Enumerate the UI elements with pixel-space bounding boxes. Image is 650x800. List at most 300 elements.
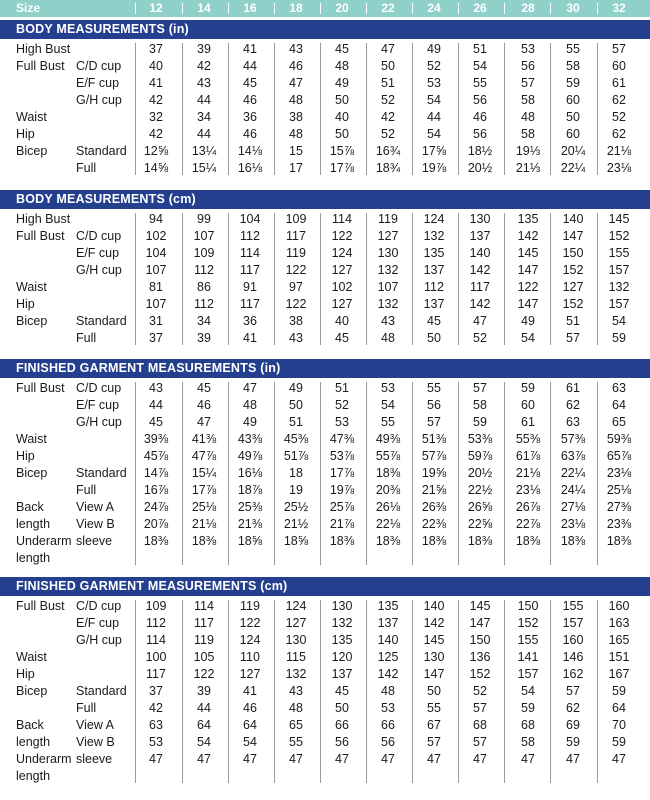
table-cell: 18⅜ xyxy=(375,466,401,480)
table-row xyxy=(0,228,650,245)
table-cell: 155 xyxy=(608,246,630,260)
table-cell: 162 xyxy=(562,667,584,681)
row-sublabel: View A xyxy=(76,718,114,732)
table-cell: 68 xyxy=(521,718,535,732)
table-cell: 64 xyxy=(612,398,626,412)
table-cell: 17⅞ xyxy=(329,466,355,480)
table-cell: 18⅝ xyxy=(283,534,309,548)
row-sublabel: G/H cup xyxy=(76,415,122,429)
table-cell: 157 xyxy=(608,263,630,277)
table-cell: 140 xyxy=(562,212,584,226)
table-cell: 20⅜ xyxy=(375,483,401,497)
table-row xyxy=(0,279,650,296)
size-column-18: 18 xyxy=(289,1,303,15)
table-cell: 47 xyxy=(289,76,303,90)
table-cell: 107 xyxy=(145,263,167,277)
table-cell: 57 xyxy=(473,381,487,395)
table-cell: 40 xyxy=(149,59,163,73)
row-label: Full Bust xyxy=(16,381,65,395)
table-row xyxy=(0,330,650,347)
table-cell: 42 xyxy=(381,110,395,124)
table-cell: 45 xyxy=(427,314,441,328)
table-row xyxy=(0,482,650,499)
row-sublabel: View B xyxy=(76,517,115,531)
table-cell: 56 xyxy=(427,398,441,412)
table-cell: 18⅜ xyxy=(467,534,493,548)
table-cell: 109 xyxy=(285,212,307,226)
table-cell: 68 xyxy=(473,718,487,732)
table-cell: 122 xyxy=(285,297,307,311)
table-cell: 18⅜ xyxy=(606,534,632,548)
table-cell: 124 xyxy=(331,246,353,260)
table-row xyxy=(0,768,650,785)
table-cell: 44 xyxy=(149,398,163,412)
table-cell: 51 xyxy=(381,76,395,90)
table-cell: 39⅜ xyxy=(143,432,169,446)
column-divider xyxy=(550,3,551,14)
table-row xyxy=(0,262,650,279)
table-cell: 127 xyxy=(285,616,307,630)
table-cell: 16⅞ xyxy=(143,483,169,497)
table-cell: 58 xyxy=(566,59,580,73)
table-cell: 22⅝ xyxy=(467,517,493,531)
table-cell: 31 xyxy=(149,314,163,328)
table-cell: 50 xyxy=(427,331,441,345)
table-cell: 59 xyxy=(566,76,580,90)
table-cell: 130 xyxy=(285,633,307,647)
table-cell: 57 xyxy=(473,701,487,715)
table-cell: 52 xyxy=(427,59,441,73)
table-cell: 155 xyxy=(517,633,539,647)
table-cell: 55⅞ xyxy=(375,449,401,463)
table-cell: 17 xyxy=(289,161,303,175)
table-cell: 132 xyxy=(423,229,445,243)
table-cell: 18 xyxy=(289,466,303,480)
table-cell: 109 xyxy=(145,599,167,613)
table-cell: 124 xyxy=(423,212,445,226)
table-cell: 46 xyxy=(289,59,303,73)
table-cell: 20½ xyxy=(467,161,493,175)
table-cell: 26⅛ xyxy=(375,500,401,514)
table-cell: 18⅜ xyxy=(421,534,447,548)
table-cell: 102 xyxy=(331,280,353,294)
table-cell: 57 xyxy=(566,684,580,698)
table-cell: 64 xyxy=(612,701,626,715)
table-cell: 42 xyxy=(149,701,163,715)
table-cell: 157 xyxy=(562,616,584,630)
table-cell: 122 xyxy=(285,263,307,277)
table-cell: 34 xyxy=(197,110,211,124)
table-row xyxy=(0,245,650,262)
row-label: Hip xyxy=(16,667,35,681)
table-cell: 37 xyxy=(149,331,163,345)
table-cell: 22⅛ xyxy=(375,517,401,531)
table-row xyxy=(0,58,650,75)
table-cell: 45 xyxy=(335,331,349,345)
table-cell: 43⅜ xyxy=(237,432,263,446)
table-cell: 50 xyxy=(335,127,349,141)
table-cell: 61 xyxy=(521,415,535,429)
row-sublabel: C/D cup xyxy=(76,59,122,73)
table-row xyxy=(0,431,650,448)
table-cell: 147 xyxy=(423,667,445,681)
table-cell: 136 xyxy=(469,650,491,664)
table-cell: 21⅛ xyxy=(191,517,217,531)
table-cell: 55⅜ xyxy=(515,432,541,446)
table-cell: 40 xyxy=(335,110,349,124)
table-cell: 51⅜ xyxy=(421,432,447,446)
table-cell: 127 xyxy=(377,229,399,243)
table-cell: 152 xyxy=(562,263,584,277)
table-cell: 41 xyxy=(243,684,257,698)
table-cell: 125 xyxy=(377,650,399,664)
table-cell: 63 xyxy=(566,415,580,429)
table-cell: 49 xyxy=(289,381,303,395)
table-cell: 38 xyxy=(289,110,303,124)
table-cell: 23⅛ xyxy=(515,483,541,497)
table-cell: 124 xyxy=(285,599,307,613)
table-cell: 42 xyxy=(149,93,163,107)
table-cell: 53 xyxy=(427,76,441,90)
table-cell: 145 xyxy=(423,633,445,647)
table-cell: 22¼ xyxy=(560,466,586,480)
row-sublabel: Full xyxy=(76,483,97,497)
table-cell: 53⅜ xyxy=(467,432,493,446)
table-cell: 59⅜ xyxy=(606,432,632,446)
table-cell: 58 xyxy=(473,398,487,412)
table-cell: 47 xyxy=(473,314,487,328)
table-cell: 25⅛ xyxy=(191,500,217,514)
table-cell: 99 xyxy=(197,212,211,226)
table-cell: 66 xyxy=(335,718,349,732)
table-cell: 48 xyxy=(335,59,349,73)
table-cell: 63⅞ xyxy=(560,449,586,463)
table-row xyxy=(0,414,650,431)
table-cell: 50 xyxy=(381,59,395,73)
table-cell: 46 xyxy=(243,93,257,107)
table-cell: 25⅜ xyxy=(237,500,263,514)
row-sublabel: sleeve xyxy=(76,534,113,548)
table-cell: 132 xyxy=(285,667,307,681)
table-cell: 119 xyxy=(286,246,306,260)
table-cell: 132 xyxy=(377,297,399,311)
table-cell: 145 xyxy=(517,246,539,260)
table-cell: 44 xyxy=(243,59,257,73)
table-cell: 117 xyxy=(194,616,214,630)
row-sublabel: Standard xyxy=(76,314,127,328)
table-cell: 140 xyxy=(469,246,491,260)
table-cell: 64 xyxy=(243,718,257,732)
table-cell: 47 xyxy=(243,381,257,395)
table-cell: 18⅞ xyxy=(237,483,263,497)
table-cell: 122 xyxy=(517,280,539,294)
table-cell: 55 xyxy=(427,701,441,715)
table-cell: 26⅜ xyxy=(421,500,447,514)
table-cell: 152 xyxy=(517,616,539,630)
table-cell: 36 xyxy=(243,110,257,124)
table-cell: 54 xyxy=(197,735,211,749)
table-cell: 51 xyxy=(473,42,487,56)
table-cell: 43 xyxy=(289,331,303,345)
table-cell: 109 xyxy=(193,246,215,260)
table-cell: 140 xyxy=(423,599,445,613)
table-cell: 39 xyxy=(197,331,211,345)
table-cell: 135 xyxy=(331,633,353,647)
table-cell: 47 xyxy=(521,752,535,766)
table-cell: 51 xyxy=(566,314,580,328)
table-cell: 114 xyxy=(332,212,352,226)
table-cell: 14⅞ xyxy=(143,466,169,480)
table-cell: 54 xyxy=(521,684,535,698)
table-cell: 38 xyxy=(289,314,303,328)
table-cell: 37 xyxy=(149,684,163,698)
table-cell: 52 xyxy=(473,331,487,345)
table-cell: 130 xyxy=(469,212,491,226)
column-divider xyxy=(274,3,275,14)
table-cell: 52 xyxy=(381,93,395,107)
row-label: length xyxy=(16,517,51,531)
table-cell: 145 xyxy=(608,212,630,226)
table-cell: 17⅝ xyxy=(421,144,447,158)
table-cell: 147 xyxy=(469,616,491,630)
column-divider xyxy=(412,3,413,14)
table-cell: 112 xyxy=(240,229,260,243)
table-cell: 104 xyxy=(145,246,167,260)
table-row xyxy=(0,126,650,143)
section-header xyxy=(0,190,650,209)
table-cell: 36 xyxy=(243,314,257,328)
table-cell: 16⅛ xyxy=(237,466,263,480)
table-cell: 135 xyxy=(377,599,399,613)
table-cell: 45⅞ xyxy=(143,449,169,463)
table-cell: 44 xyxy=(197,93,211,107)
table-cell: 18¾ xyxy=(375,161,401,175)
table-cell: 112 xyxy=(194,297,214,311)
table-row xyxy=(0,632,650,649)
column-divider xyxy=(458,3,459,14)
table-cell: 54 xyxy=(427,93,441,107)
table-cell: 43 xyxy=(289,684,303,698)
table-cell: 45 xyxy=(335,42,349,56)
table-cell: 67 xyxy=(427,718,441,732)
table-cell: 119 xyxy=(378,212,398,226)
row-sublabel: Standard xyxy=(76,144,127,158)
table-cell: 25⅛ xyxy=(606,483,632,497)
table-cell: 15¼ xyxy=(191,466,217,480)
table-cell: 135 xyxy=(423,246,445,260)
row-label: Waist xyxy=(16,432,47,446)
table-cell: 61⅞ xyxy=(515,449,541,463)
table-cell: 26⅝ xyxy=(467,500,493,514)
table-cell: 122 xyxy=(193,667,215,681)
size-column-32: 32 xyxy=(612,1,626,15)
table-cell: 127 xyxy=(331,263,353,277)
table-cell: 46 xyxy=(243,127,257,141)
table-cell: 107 xyxy=(145,297,167,311)
table-row xyxy=(0,380,650,397)
row-sublabel: G/H cup xyxy=(76,93,122,107)
table-row xyxy=(0,516,650,533)
table-cell: 18⅜ xyxy=(375,534,401,548)
table-cell: 86 xyxy=(197,280,211,294)
table-cell: 119 xyxy=(194,633,214,647)
table-cell: 127 xyxy=(239,667,261,681)
table-cell: 49⅞ xyxy=(237,449,263,463)
table-cell: 55 xyxy=(381,415,395,429)
table-cell: 54 xyxy=(427,127,441,141)
section-title: BODY MEASUREMENTS (cm) xyxy=(16,192,196,206)
table-cell: 59 xyxy=(612,684,626,698)
table-cell: 56 xyxy=(473,93,487,107)
table-cell: 66 xyxy=(381,718,395,732)
section-title: FINISHED GARMENT MEASUREMENTS (in) xyxy=(16,361,281,375)
table-row xyxy=(0,615,650,632)
row-sublabel: View B xyxy=(76,735,115,749)
row-label: length xyxy=(16,769,51,783)
table-cell: 59 xyxy=(612,331,626,345)
table-cell: 39 xyxy=(197,684,211,698)
row-sublabel: E/F cup xyxy=(76,398,120,412)
table-cell: 112 xyxy=(194,263,214,277)
table-cell: 117 xyxy=(146,667,166,681)
table-cell: 14⅛ xyxy=(237,144,263,158)
table-cell: 64 xyxy=(197,718,211,732)
row-label: Back xyxy=(16,718,44,732)
table-cell: 18⅜ xyxy=(515,534,541,548)
table-row xyxy=(0,666,650,683)
table-cell: 150 xyxy=(469,633,491,647)
section-header xyxy=(0,20,650,39)
table-cell: 53⅞ xyxy=(329,449,355,463)
table-cell: 47 xyxy=(149,752,163,766)
table-cell: 18⅜ xyxy=(560,534,586,548)
table-cell: 59 xyxy=(521,381,535,395)
table-cell: 55 xyxy=(473,76,487,90)
table-cell: 44 xyxy=(427,110,441,124)
table-cell: 15 xyxy=(289,144,303,158)
row-sublabel: Full xyxy=(76,701,97,715)
table-cell: 13¼ xyxy=(191,144,217,158)
table-cell: 32 xyxy=(149,110,163,124)
table-row xyxy=(0,211,650,228)
table-cell: 120 xyxy=(331,650,353,664)
table-cell: 117 xyxy=(286,229,306,243)
row-label: High Bust xyxy=(16,212,71,226)
table-cell: 49 xyxy=(427,42,441,56)
table-cell: 137 xyxy=(469,229,491,243)
row-sublabel: Full xyxy=(76,161,97,175)
table-row xyxy=(0,448,650,465)
table-cell: 94 xyxy=(149,212,163,226)
table-cell: 55 xyxy=(289,735,303,749)
table-row xyxy=(0,533,650,550)
table-cell: 56 xyxy=(473,127,487,141)
table-cell: 97 xyxy=(289,280,303,294)
table-cell: 157 xyxy=(517,667,539,681)
row-sublabel: C/D cup xyxy=(76,599,122,613)
table-cell: 56 xyxy=(381,735,395,749)
column-divider xyxy=(366,3,367,14)
table-cell: 22¼ xyxy=(560,161,586,175)
column-divider xyxy=(504,3,505,14)
table-cell: 50 xyxy=(335,93,349,107)
table-cell: 21⅝ xyxy=(421,483,447,497)
table-row xyxy=(0,109,650,126)
table-cell: 48 xyxy=(381,331,395,345)
table-cell: 21⅛ xyxy=(515,466,541,480)
table-cell: 47 xyxy=(566,752,580,766)
table-cell: 150 xyxy=(517,599,539,613)
table-cell: 165 xyxy=(608,633,630,647)
table-cell: 25½ xyxy=(283,500,309,514)
table-cell: 102 xyxy=(145,229,167,243)
table-cell: 58 xyxy=(521,93,535,107)
table-cell: 55 xyxy=(427,381,441,395)
table-cell: 56 xyxy=(521,59,535,73)
size-column-30: 30 xyxy=(566,1,580,15)
table-cell: 60 xyxy=(612,59,626,73)
section-title: BODY MEASUREMENTS (in) xyxy=(16,22,189,36)
table-cell: 46 xyxy=(473,110,487,124)
table-cell: 47 xyxy=(381,752,395,766)
row-label: Bicep xyxy=(16,144,48,158)
table-cell: 114 xyxy=(240,246,260,260)
table-cell: 47 xyxy=(197,752,211,766)
table-cell: 119 xyxy=(240,599,260,613)
table-cell: 59⅞ xyxy=(467,449,493,463)
table-cell: 17⅞ xyxy=(191,483,217,497)
size-column-12: 12 xyxy=(149,1,163,15)
size-column-26: 26 xyxy=(473,1,487,15)
table-cell: 117 xyxy=(470,280,490,294)
table-cell: 18½ xyxy=(467,144,493,158)
table-cell: 135 xyxy=(517,212,539,226)
table-cell: 23⅜ xyxy=(606,517,632,531)
table-cell: 19⅓ xyxy=(515,144,541,158)
table-cell: 48 xyxy=(521,110,535,124)
table-cell: 18⅝ xyxy=(237,534,263,548)
table-cell: 24⅞ xyxy=(143,500,169,514)
table-cell: 58 xyxy=(521,127,535,141)
table-cell: 24¼ xyxy=(560,483,586,497)
row-sublabel: Full xyxy=(76,331,97,345)
table-cell: 160 xyxy=(562,633,584,647)
row-sublabel: G/H cup xyxy=(76,263,122,277)
table-cell: 60 xyxy=(566,127,580,141)
table-cell: 100 xyxy=(145,650,167,664)
table-cell: 25⅞ xyxy=(329,500,355,514)
table-cell: 130 xyxy=(423,650,445,664)
table-cell: 151 xyxy=(608,650,630,664)
table-cell: 59 xyxy=(566,735,580,749)
section-header xyxy=(0,577,650,596)
row-sublabel: Standard xyxy=(76,684,127,698)
table-row xyxy=(0,683,650,700)
table-cell: 63 xyxy=(149,718,163,732)
table-cell: 51⅞ xyxy=(283,449,309,463)
row-label: Bicep xyxy=(16,466,48,480)
row-sublabel: Standard xyxy=(76,466,127,480)
table-cell: 117 xyxy=(240,297,260,311)
table-cell: 132 xyxy=(608,280,630,294)
table-cell: 16¾ xyxy=(375,144,401,158)
table-cell: 81 xyxy=(149,280,163,294)
row-label: Underarm xyxy=(16,752,72,766)
size-column-22: 22 xyxy=(381,1,395,15)
table-cell: 141 xyxy=(517,650,539,664)
table-row xyxy=(0,499,650,516)
table-cell: 40 xyxy=(335,314,349,328)
